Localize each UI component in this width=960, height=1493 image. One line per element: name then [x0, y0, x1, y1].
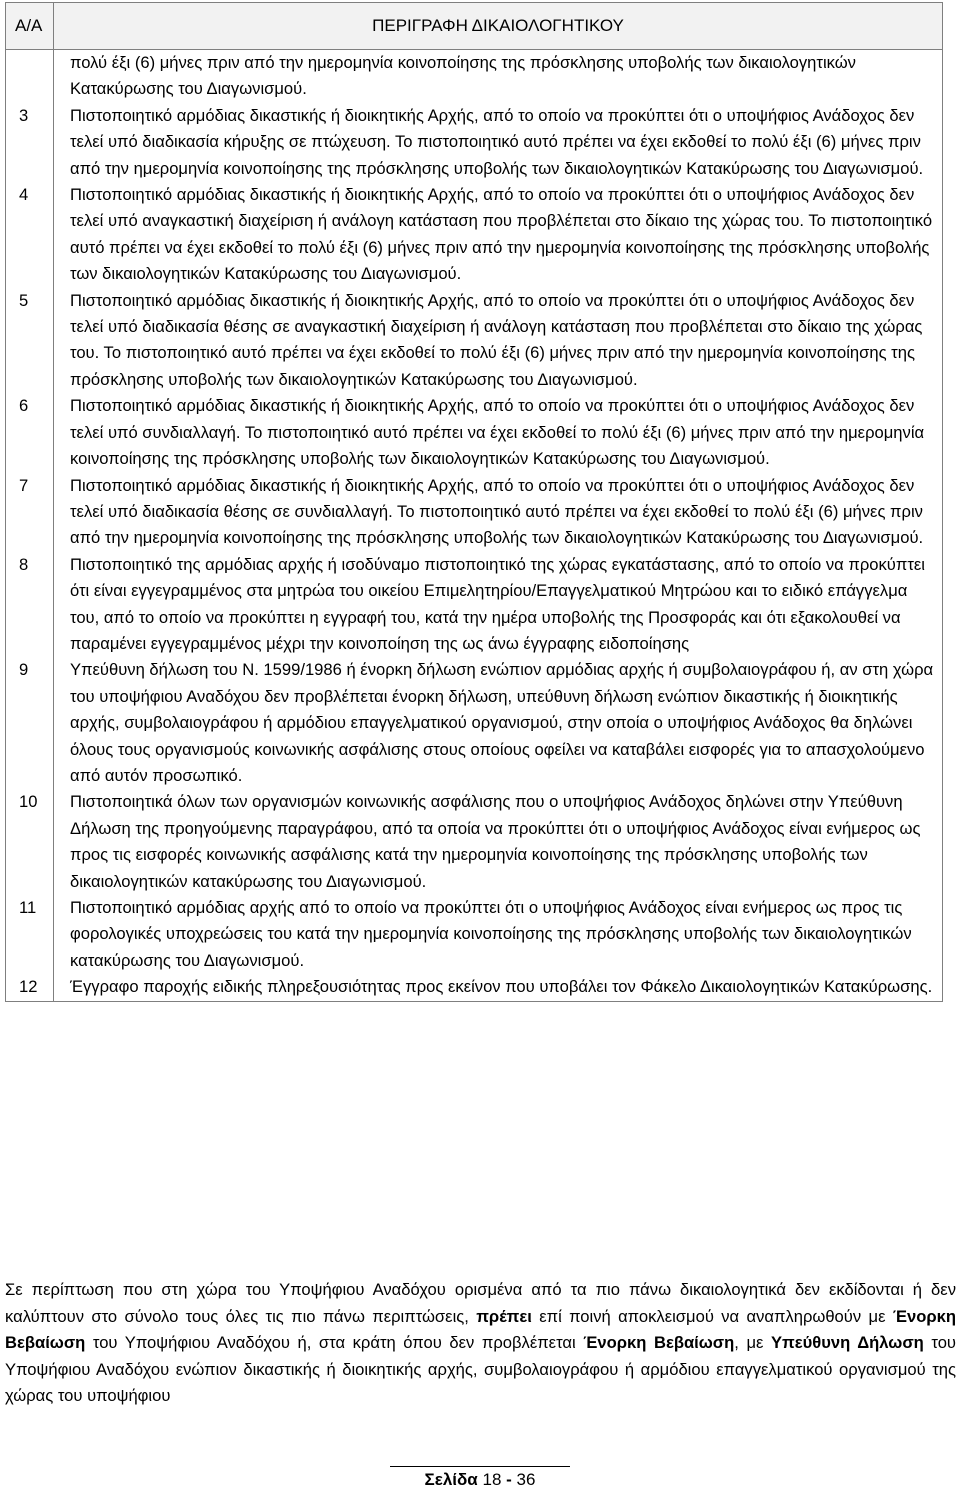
row-description: Πιστοποιητικό αρμόδιας δικαστικής ή διοικητικής Αρχής, από το οποίο να προκύπτει ότι ο υποψήφιος Ανάδοχος δεν τελεί υπό αναγκαστική διαχείριση ή ανάλογη κατάσταση που προβλέπεται στο δίκαιο της χώρας του. Το πιστοποιητικό αυτό πρέπει να έχει εκδοθεί το πολύ έξι (6) μήνες πριν από την ημερομηνία κοινοποίησης της πρόσκλησης υποβολής των δικαιολογητικών Κατακύρωσης του Διαγωνισμού.	[54, 182, 943, 288]
row-description: Πιστοποιητικό αρμόδιας δικαστικής ή διοικητικής Αρχής, από το οποίο να προκύπτει ότι ο υποψήφιος Ανάδοχος δεν τελεί υπό διαδικασία θέσης σε συνδιαλλαγή. Το πιστοποιητικό αυτό πρέπει να έχει εκδοθεί το πολύ έξι (6) μήνες πριν από την ημερομηνία κοινοποίησης της πρόσκλησης υποβολής των δικαιολογητικών Κατακύρωσης του Διαγωνισμού.	[54, 473, 943, 552]
note-text: Σε περίπτωση που στη χώρα του Υποψήφιου Αναδόχου ορισμένα από τα πιο πάνω δικαιολογητικά δεν εκδίδονται ή δεν καλύπτουν στο σύνολο τους όλες τις πιο πάνω περιπτώσεις,	[5, 1280, 956, 1326]
note-text: του Υποψήφιου Αναδόχου ή, στα κράτη όπου δεν προβλέπεται	[85, 1333, 584, 1353]
header-aa: Α/Α	[6, 3, 54, 50]
row-description: πολύ έξι (6) μήνες πριν από την ημερομηνία κοινοποίησης της πρόσκλησης υποβολής των δικαιολογητικών Κατακύρωσης του Διαγωνισμού.	[54, 50, 943, 103]
row-number: 7	[6, 473, 54, 552]
footer-label: Σελίδα	[424, 1470, 478, 1489]
note-text: επί ποινή αποκλεισμού να αναπληρωθούν με	[531, 1306, 893, 1326]
row-number: 8	[6, 552, 54, 658]
table-header-row	[6, 3, 943, 50]
row-number: 9	[6, 657, 54, 789]
row-number: 11	[6, 895, 54, 974]
row-description: Έγγραφο παροχής ειδικής πληρεξουσιότητας προς εκείνον που υποβάλει τον Φάκελο Δικαιολογητικών Κατακύρωσης.	[54, 974, 943, 1001]
row-number	[6, 50, 54, 103]
row-number: 10	[6, 789, 54, 895]
row-description: Πιστοποιητικό της αρμόδιας αρχής ή ισοδύναμο πιστοποιητικό της χώρας εγκατάστασης, από το οποίο να προκύπτει ότι είναι εγγεγραμμένος στα μητρώα του οικείου Επιμελητηρίου/Επαγγελματικού Μητρώου και το ειδικό επάγγελμα του, από το οποίο να προκύπτει η εγγραφή του, κατά την ημέρα υποβολής της Προσφοράς και ότι εξακολουθεί να παραμένει εγγεγραμμένος μέχρι την κοινοποίηση της ως άνω έγγραφης ειδοποίησης	[54, 552, 943, 658]
note-bold: πρέπει	[476, 1306, 532, 1326]
table-row	[6, 895, 943, 974]
note-bold: Υπεύθυνη Δήλωση	[770, 1333, 924, 1353]
note-text: , με	[734, 1333, 771, 1353]
table-row	[6, 393, 943, 472]
row-description: Πιστοποιητικά όλων των οργανισμών κοινωνικής ασφάλισης που ο υποψήφιος Ανάδοχος δηλώνει στην Υπεύθυνη Δήλωση της προηγούμενης παραγράφου, από τα οποία να προκύπτει ότι ο υποψήφιος Ανάδοχος είναι ενήμερος ως προς τις εισφορές κοινωνικής ασφάλισης κατά την ημερομηνία κοινοποίησης της πρόσκλησης υποβολής των δικαιολογητικών κατακύρωσης του Διαγωνισμού.	[54, 789, 943, 895]
note-paragraph	[5, 1277, 956, 1410]
note-text: του Υποψήφιου Αναδόχου ενώπιον δικαστικής ή διοικητικής αρχής, συμβολαιογράφου ή αρμόδιου επαγγελματικού οργανισμού της χώρας του υποψήφιου	[5, 1333, 956, 1406]
table-row	[6, 50, 943, 103]
table-row	[6, 657, 943, 789]
row-description: Πιστοποιητικό αρμόδιας αρχής από το οποίο να προκύπτει ότι ο υποψήφιος Ανάδοχος είναι ενήμερος ως προς τις φορολογικές υποχρεώσεις του κατά την ημερομηνία κοινοποίησης της πρόσκλησης υποβολής των δικαιολογητικών κατακύρωσης του Διαγωνισμού.	[54, 895, 943, 974]
footer-total: 36	[516, 1470, 536, 1489]
note-bold: Ένορκη Βεβαίωση	[5, 1306, 956, 1353]
row-description: Πιστοποιητικό αρμόδιας δικαστικής ή διοικητικής Αρχής, από το οποίο να προκύπτει ότι ο υποψήφιος Ανάδοχος δεν τελεί υπό διαδικασία κήρυξης σε πτώχευση. Το πιστοποιητικό αυτό πρέπει να έχει εκδοθεί το πολύ έξι (6) μήνες πριν από την ημερομηνία κοινοποίησης της πρόσκλησης υποβολής των δικαιολογητικών Κατακύρωσης του Διαγωνισμού.	[54, 103, 943, 182]
documents-table	[5, 2, 943, 1002]
row-number: 12	[6, 974, 54, 1001]
table-row	[6, 552, 943, 658]
table-row	[6, 103, 943, 182]
row-number: 4	[6, 182, 54, 288]
table-row	[6, 789, 943, 895]
table-row	[6, 974, 943, 1001]
table-row	[6, 473, 943, 552]
page-footer	[0, 1470, 960, 1490]
note-bold: Ένορκη Βεβαίωση	[583, 1333, 735, 1353]
row-number: 3	[6, 103, 54, 182]
table-row	[6, 182, 943, 288]
row-description: Πιστοποιητικό αρμόδιας δικαστικής ή διοικητικής Αρχής, από το οποίο να προκύπτει ότι ο υποψήφιος Ανάδοχος δεν τελεί υπό συνδιαλλαγή. Το πιστοποιητικό αυτό πρέπει να έχει εκδοθεί το πολύ έξι (6) μήνες πριν από την ημερομηνία κοινοποίησης της πρόσκλησης υποβολής των δικαιολογητικών Κατακύρωσης του Διαγωνισμού.	[54, 393, 943, 472]
footer-page: 18	[482, 1470, 502, 1489]
row-description: Υπεύθυνη δήλωση του Ν. 1599/1986 ή ένορκη δήλωση ενώπιον αρμόδιας αρχής ή συμβολαιογράφου ή, αν στη χώρα του υποψήφιου Αναδόχου δεν προβλέπεται ένορκη δήλωση, υπεύθυνη δήλωση ενώπιον δικαστικής ή διοικητικής αρχής, συμβολαιογράφου ή αρμόδιου επαγγελματικού οργανισμού, στην οποία ο υποψήφιος Ανάδοχος θα δηλώνει όλους τους οργανισμούς κοινωνικής ασφάλισης στους οποίους οφείλει να καταβάλει εισφορές για το απασχολούμενο από αυτόν προσωπικό.	[54, 657, 943, 789]
footer-separator: -	[501, 1470, 517, 1489]
table-row	[6, 288, 943, 394]
footer-divider	[390, 1466, 570, 1467]
row-number: 6	[6, 393, 54, 472]
header-description: ΠΕΡΙΓΡΑΦΗ ΔΙΚΑΙΟΛΟΓΗΤΙΚΟΥ	[54, 3, 943, 50]
row-number: 5	[6, 288, 54, 394]
row-description: Πιστοποιητικό αρμόδιας δικαστικής ή διοικητικής Αρχής, από το οποίο να προκύπτει ότι ο υποψήφιος Ανάδοχος δεν τελεί υπό διαδικασία θέσης σε αναγκαστική διαχείριση ή ανάλογη κατάσταση που προβλέπεται στο δίκαιο της χώρας του. Το πιστοποιητικό αυτό πρέπει να έχει εκδοθεί το πολύ έξι (6) μήνες πριν από την ημερομηνία κοινοποίησης της πρόσκλησης υποβολής των δικαιολογητικών Κατακύρωσης του Διαγωνισμού.	[54, 288, 943, 394]
